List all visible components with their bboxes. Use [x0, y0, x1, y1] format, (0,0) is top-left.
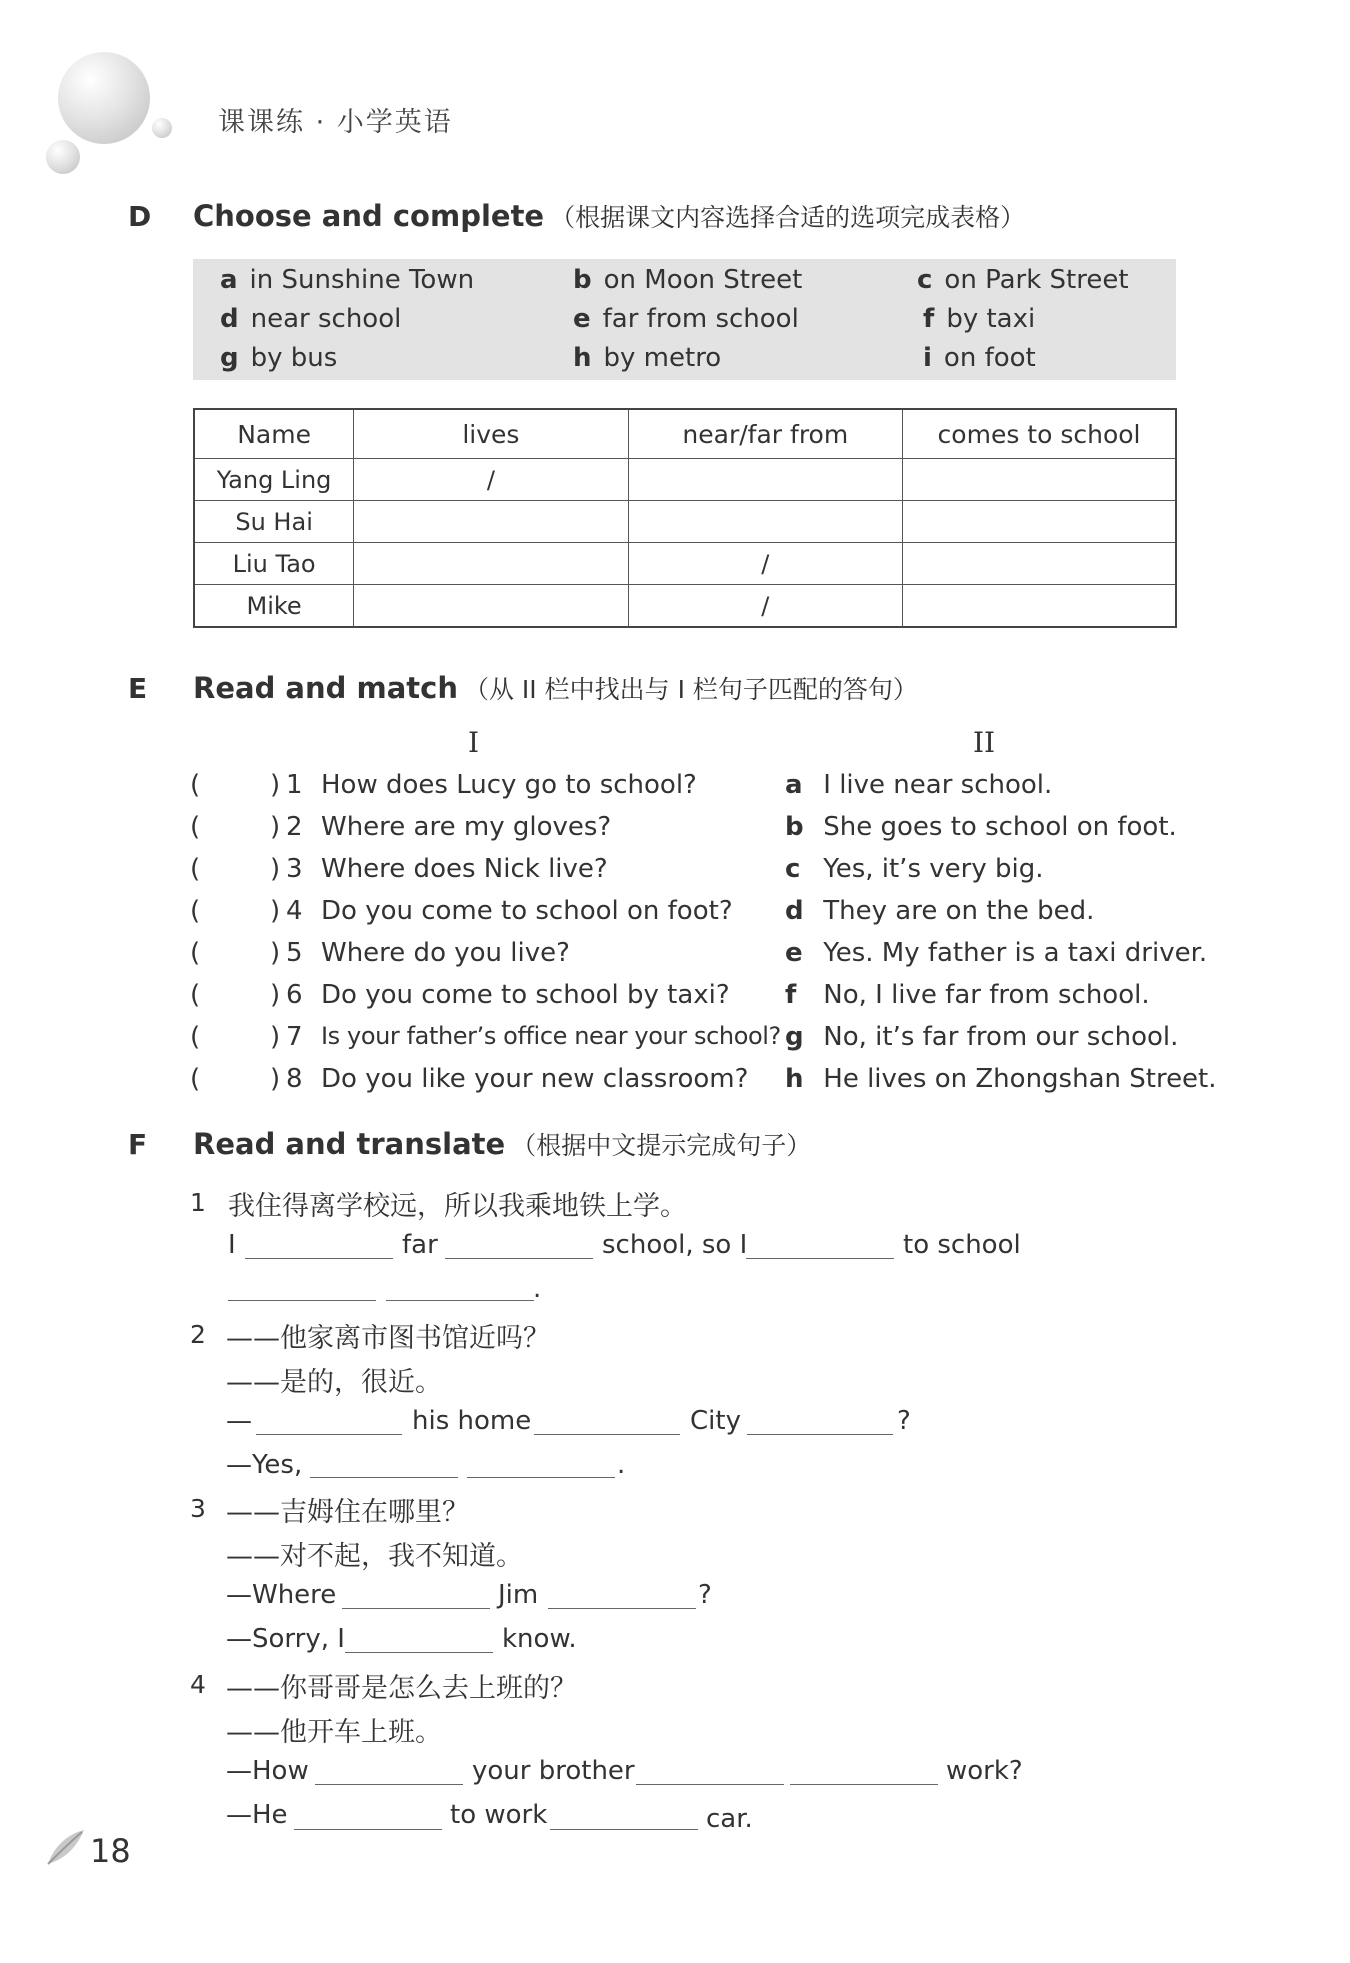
page-number: 18	[90, 1832, 131, 1870]
answer-text: I live near school.	[823, 770, 1053, 800]
translate-item-number: 3	[190, 1494, 206, 1523]
answer-text: He lives on Zhongshan Street.	[823, 1064, 1217, 1094]
translate-text: your brother	[472, 1756, 635, 1786]
question-number: 4	[286, 896, 303, 926]
answer-blank[interactable]	[342, 1608, 490, 1609]
table-cell[interactable]: /	[628, 585, 902, 628]
answer-paren-open: (	[190, 812, 201, 842]
translate-text: .	[533, 1274, 542, 1304]
translate-item-number: 4	[190, 1670, 206, 1699]
translate-text: —Sorry, I	[226, 1624, 345, 1654]
answer-blank[interactable]	[310, 1477, 458, 1478]
answer-option	[785, 938, 1207, 968]
table-row	[194, 501, 1176, 543]
translate-text: to work	[450, 1800, 548, 1830]
section-d-letter: D	[128, 200, 152, 233]
column-two-heading: II	[973, 726, 996, 759]
answer-paren-close: )	[270, 896, 281, 926]
answer-key: b	[785, 812, 804, 842]
question-text: Do you like your new classroom?	[321, 1064, 749, 1094]
section-e-title	[193, 670, 918, 706]
translate-prompt: ——他家离市图书馆近吗？	[226, 1323, 550, 1354]
section-e-note: （从 II 栏中找出与 I 栏句子匹配的答句）	[463, 675, 918, 704]
section-d-title	[193, 198, 1025, 234]
answer-blank[interactable]	[747, 1434, 893, 1435]
translate-prompt: ——对不起，我不知道。	[226, 1541, 523, 1572]
table-header-cell: Name	[194, 409, 354, 459]
answer-text: She goes to school on foot.	[823, 812, 1177, 842]
answer-paren-open: (	[190, 980, 201, 1010]
answer-text: Yes, it’s very big.	[823, 854, 1044, 884]
option-f: f by taxi	[923, 304, 1036, 334]
answer-slot[interactable]	[206, 772, 266, 802]
answer-paren-open: (	[190, 896, 201, 926]
answer-text: Yes. My father is a taxi driver.	[823, 938, 1208, 968]
answer-blank[interactable]	[548, 1608, 696, 1609]
answer-option	[785, 1064, 1217, 1094]
answer-key: f	[785, 980, 797, 1010]
table-cell[interactable]	[354, 543, 628, 585]
leaf-icon	[44, 1826, 88, 1868]
header-bubble-large	[58, 52, 150, 144]
answer-blank[interactable]	[534, 1434, 680, 1435]
question-number: 5	[286, 938, 303, 968]
question-text: Where are my gloves?	[321, 812, 612, 842]
translate-text: .	[617, 1450, 626, 1480]
answer-paren-open: (	[190, 854, 201, 884]
answer-table	[193, 408, 1177, 628]
question-text: Do you come to school by taxi?	[321, 980, 730, 1010]
translate-prompt: ——你哥哥是怎么去上班的？	[226, 1673, 577, 1704]
table-header-cell: lives	[354, 409, 628, 459]
question-text: Where do you live?	[321, 938, 570, 968]
translate-text: know.	[502, 1624, 577, 1654]
answer-blank[interactable]	[790, 1784, 938, 1785]
section-f-note: （根据中文提示完成句子）	[511, 1131, 812, 1160]
answer-option	[785, 980, 1150, 1010]
translate-text: to school	[903, 1230, 1021, 1260]
answer-option	[785, 812, 1177, 842]
table-cell[interactable]	[628, 501, 902, 543]
answer-key: g	[785, 1022, 804, 1052]
answer-paren-open: (	[190, 1022, 201, 1052]
answer-text: No, I live far from school.	[823, 980, 1150, 1010]
translate-text: Jim	[498, 1580, 539, 1610]
translate-text: —He	[226, 1800, 288, 1830]
answer-slot[interactable]	[206, 1024, 266, 1054]
answer-paren-close: )	[270, 1064, 281, 1094]
answer-blank[interactable]	[256, 1434, 402, 1435]
answer-blank[interactable]	[315, 1784, 463, 1785]
table-cell[interactable]: /	[354, 459, 628, 501]
answer-key: c	[785, 854, 801, 884]
header-bubble-small	[46, 140, 80, 174]
table-cell[interactable]	[903, 585, 1176, 628]
answer-blank[interactable]	[467, 1477, 615, 1478]
answer-blank[interactable]	[228, 1300, 376, 1301]
answer-key: d	[785, 896, 804, 926]
answer-key: h	[785, 1064, 804, 1094]
question-number: 7	[286, 1022, 303, 1052]
answer-slot[interactable]	[206, 898, 266, 928]
table-cell[interactable]	[354, 501, 628, 543]
table-name-cell: Su Hai	[194, 501, 354, 543]
answer-slot[interactable]	[206, 856, 266, 886]
header-title: 课课练 · 小学英语	[218, 107, 453, 138]
table-cell[interactable]	[903, 543, 1176, 585]
answer-slot[interactable]	[206, 1066, 266, 1096]
translate-prompt: ——吉姆住在哪里？	[226, 1497, 469, 1528]
option-a: a in Sunshine Town	[220, 265, 475, 295]
table-name-cell: Liu Tao	[194, 543, 354, 585]
section-d-note: （根据课文内容选择合适的选项完成表格）	[550, 203, 1026, 232]
translate-text: City	[690, 1406, 741, 1436]
section-f-letter: F	[128, 1128, 148, 1161]
answer-paren-open: (	[190, 770, 201, 800]
table-header-cell: comes to school	[903, 409, 1176, 459]
translate-text: car.	[706, 1804, 753, 1834]
answer-slot[interactable]	[206, 814, 266, 844]
header-bubble-tiny	[152, 118, 172, 138]
table-cell[interactable]	[903, 501, 1176, 543]
table-cell[interactable]	[354, 585, 628, 628]
answer-blank[interactable]	[386, 1300, 534, 1301]
translate-text: school, so I	[602, 1230, 748, 1260]
question-number: 8	[286, 1064, 303, 1094]
option-e: e far from school	[573, 304, 799, 334]
table-cell[interactable]: /	[628, 543, 902, 585]
translate-text: ?	[698, 1580, 712, 1610]
translate-text: —How	[226, 1756, 309, 1786]
answer-blank[interactable]	[746, 1258, 894, 1259]
option-b: b on Moon Street	[573, 265, 803, 295]
table-header-cell: near/far from	[628, 409, 902, 459]
answer-key: a	[785, 770, 803, 800]
table-row	[194, 585, 1176, 628]
translate-item-number: 1	[190, 1188, 206, 1217]
answer-blank[interactable]	[636, 1784, 784, 1785]
translate-prompt: ——他开车上班。	[226, 1717, 442, 1748]
translate-prompt: ——是的，很近。	[226, 1367, 442, 1398]
answer-paren-close: )	[270, 980, 281, 1010]
answer-blank[interactable]	[345, 1652, 493, 1653]
table-row	[194, 543, 1176, 585]
answer-paren-close: )	[270, 770, 281, 800]
question-number: 3	[286, 854, 303, 884]
answer-blank[interactable]	[294, 1829, 442, 1830]
table-cell[interactable]	[903, 459, 1176, 501]
translate-item-number: 2	[190, 1320, 206, 1349]
answer-paren-open: (	[190, 1064, 201, 1094]
answer-blank[interactable]	[245, 1258, 393, 1259]
option-c: c on Park Street	[917, 265, 1129, 295]
question-number: 6	[286, 980, 303, 1010]
question-number: 2	[286, 812, 303, 842]
translate-prompt: 我住得离学校远，所以我乘地铁上学。	[228, 1191, 687, 1222]
answer-paren-close: )	[270, 812, 281, 842]
translate-text: —Where	[226, 1580, 337, 1610]
answer-option	[785, 854, 1043, 884]
translate-text: ?	[897, 1406, 911, 1436]
answer-option	[785, 896, 1094, 926]
answer-paren-close: )	[270, 938, 281, 968]
table-name-cell: Mike	[194, 585, 354, 628]
answer-option	[785, 770, 1052, 800]
answer-option	[785, 1022, 1178, 1052]
answer-text: No, it’s far from our school.	[823, 1022, 1179, 1052]
answer-slot[interactable]	[206, 940, 266, 970]
translate-text: far	[402, 1230, 438, 1260]
option-i: i on foot	[923, 343, 1036, 373]
answer-blank[interactable]	[550, 1829, 698, 1830]
question-text: How does Lucy go to school?	[321, 770, 697, 800]
options-box	[193, 259, 1176, 380]
column-one-heading: I	[468, 726, 480, 759]
answer-paren-close: )	[270, 854, 281, 884]
table-cell[interactable]	[628, 459, 902, 501]
option-h: h by metro	[573, 343, 722, 373]
answer-paren-open: (	[190, 938, 201, 968]
translate-text: I	[228, 1230, 236, 1260]
answer-slot[interactable]	[206, 982, 266, 1012]
section-e-letter: E	[128, 672, 148, 705]
answer-text: They are on the bed.	[823, 896, 1095, 926]
question-number: 1	[286, 770, 303, 800]
translate-text: work?	[946, 1756, 1023, 1786]
answer-paren-close: )	[270, 1022, 281, 1052]
answer-blank[interactable]	[445, 1258, 593, 1259]
option-g: g by bus	[220, 343, 338, 373]
question-text: Is your father’s office near your school?	[321, 1022, 781, 1050]
section-f-title	[193, 1126, 811, 1162]
table-row	[194, 459, 1176, 501]
translate-text: his home	[412, 1406, 532, 1436]
section-d-heading: Choose and complete	[193, 199, 545, 233]
section-f-heading: Read and translate	[193, 1127, 506, 1161]
table-header-row	[194, 409, 1176, 459]
question-text: Where does Nick live?	[321, 854, 608, 884]
section-e-heading: Read and match	[193, 671, 458, 705]
option-d: d near school	[220, 304, 402, 334]
answer-key: e	[785, 938, 803, 968]
translate-text: —	[226, 1406, 252, 1436]
question-text: Do you come to school on foot?	[321, 896, 733, 926]
table-name-cell: Yang Ling	[194, 459, 354, 501]
translate-text: —Yes,	[226, 1450, 303, 1480]
